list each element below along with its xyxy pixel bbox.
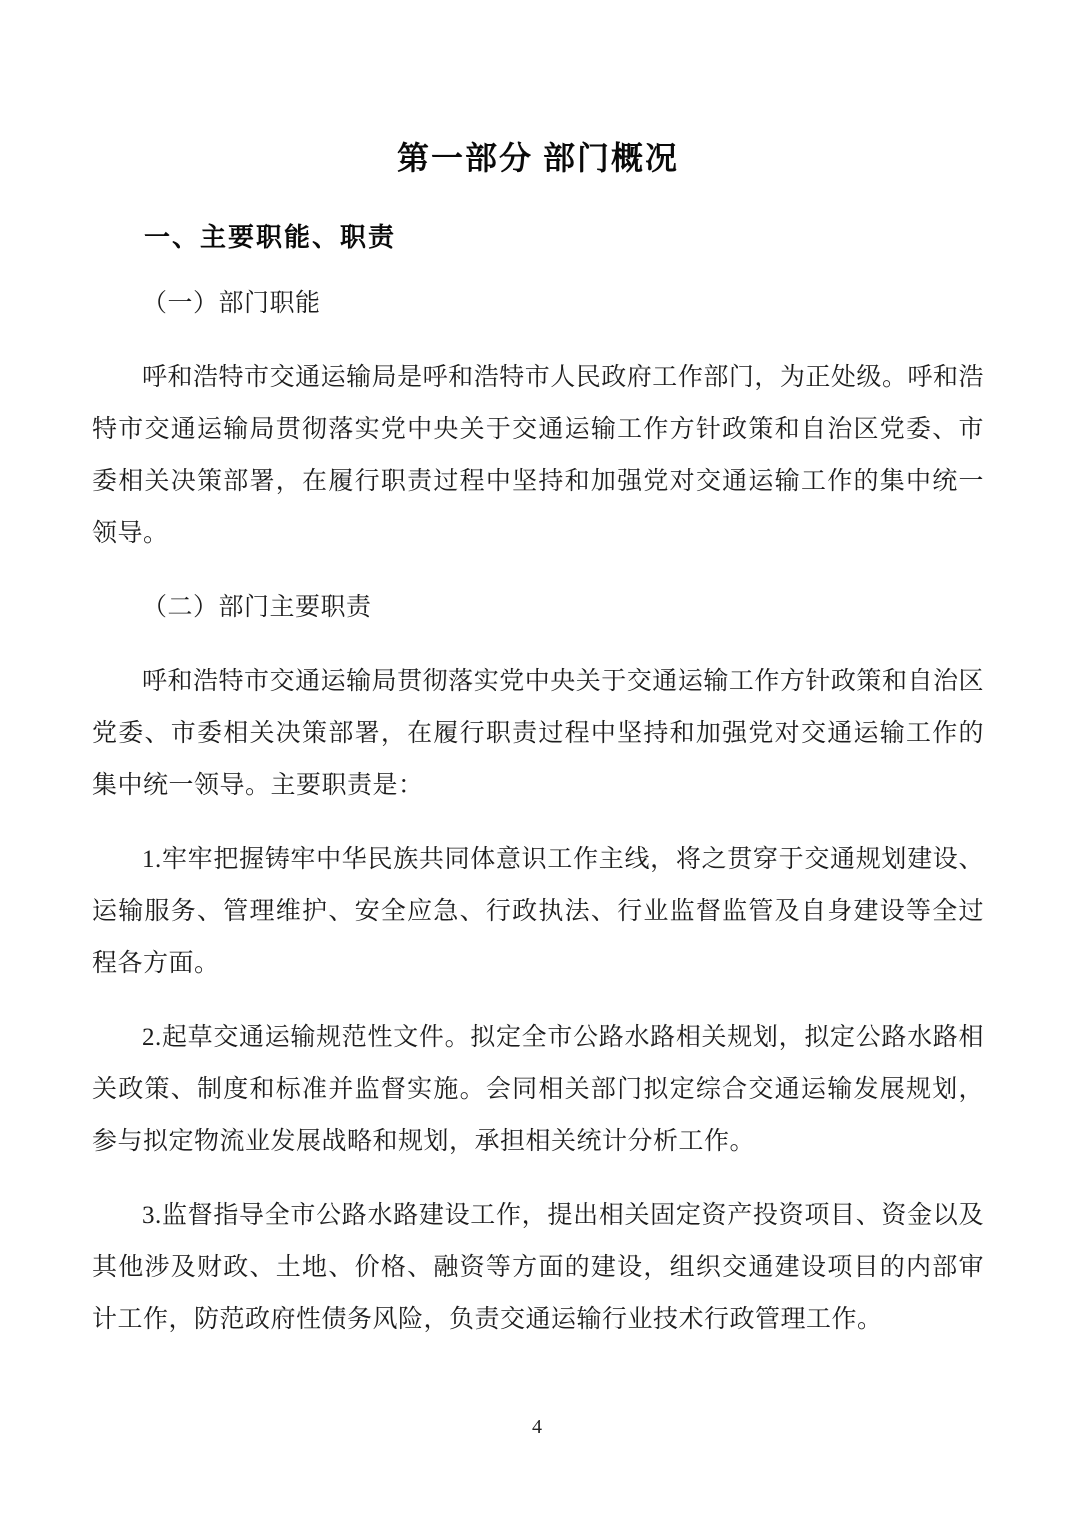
paragraph-subsection-1-label: （一）部门职能 xyxy=(142,290,321,317)
page-number: 4 xyxy=(532,1416,542,1438)
paragraph-duty-1: 1.牢牢把握铸牢中华民族共同体意识工作主线，将之贯穿于交通规划建设、运输服务、管理维护、安全应急、行政执法、行业监督监管及自身建设等全过程各方面。 xyxy=(92,846,984,977)
paragraph-department-function: 呼和浩特市交通运输局是呼和浩特市人民政府工作部门，为正处级。呼和浩特市交通运输局贯彻落实党中央关于交通运输工作方针政策和自治区党委、市委相关决策部署，在履行职责过程中坚持和加强党对交通运输工作的集中统一领导。 xyxy=(92,364,984,547)
paragraph-duty-2: 2.起草交通运输规范性文件。拟定全市公路水路相关规划，拟定公路水路相关政策、制度和标准并监督实施。会同相关部门拟定综合交通运输发展规划，参与拟定物流业发展战略和规划，承担相关统计分析工作。 xyxy=(92,1024,984,1155)
paragraph-subsection-2-label: （二）部门主要职责 xyxy=(142,594,372,621)
paragraph-duty-3: 3.监督指导全市公路水路建设工作，提出相关固定资产投资项目、资金以及其他涉及财政、土地、价格、融资等方面的建设，组织交通建设项目的内部审计工作，防范政府性债务风险，负责交通运输行业技术行政管理工作。 xyxy=(92,1202,984,1333)
section-heading: 一、主要职能、职责 xyxy=(144,222,397,252)
paragraph-main-duties-intro: 呼和浩特市交通运输局贯彻落实党中央关于交通运输工作方针政策和自治区党委、市委相关决策部署，在履行职责过程中坚持和加强党对交通运输工作的集中统一领导。主要职责是： xyxy=(92,668,984,799)
document-title: 第一部分 部门概况 xyxy=(396,140,679,176)
